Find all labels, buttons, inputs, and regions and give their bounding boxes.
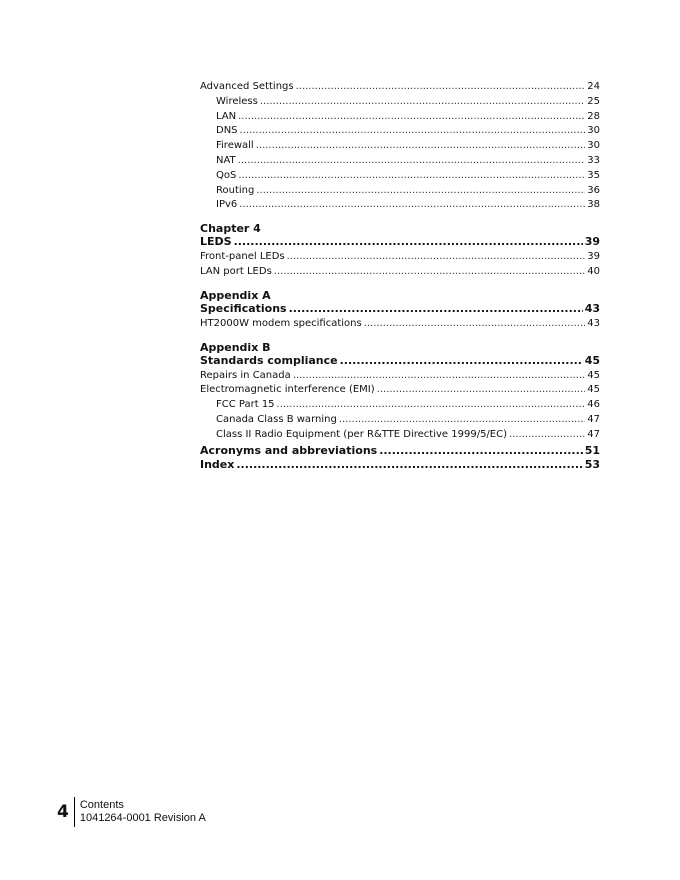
toc-entry-dns[interactable] [200, 124, 600, 139]
dot-leader [289, 302, 583, 315]
toc-appendix-standards-compliance[interactable] [200, 354, 600, 367]
dot-leader [364, 317, 586, 332]
page-footer [57, 797, 206, 827]
toc-entry-page: 33 [587, 154, 600, 166]
dot-leader [379, 444, 582, 457]
toc-entry-nat[interactable] [200, 154, 600, 169]
toc-entry-title: HT2000W modem specifications [200, 317, 362, 329]
toc-entry-page: 45 [587, 384, 600, 396]
toc-entry-class-ii-radio[interactable] [200, 428, 600, 443]
toc-entry-routing[interactable] [200, 184, 600, 199]
dot-leader [256, 139, 586, 154]
toc-index[interactable] [200, 458, 600, 471]
appendix-label: Appendix A [200, 288, 271, 302]
toc-entry-title: Routing [216, 184, 255, 196]
toc-entry-title: Canada Class B warning [216, 413, 337, 425]
toc-entry-qos[interactable] [200, 169, 600, 184]
toc-entry-firewall[interactable] [200, 139, 600, 154]
toc-entry-page: 46 [587, 399, 600, 411]
dot-leader [260, 95, 585, 110]
dot-leader [277, 398, 586, 413]
toc-entry-page: 47 [587, 413, 600, 425]
toc-entry-title: Electromagnetic interference (EMI) [200, 384, 375, 396]
toc-entry-ipv6[interactable] [200, 198, 600, 213]
toc-chapter-leds[interactable] [200, 235, 600, 248]
toc-entry-wireless[interactable] [200, 95, 600, 110]
dot-leader [240, 124, 586, 139]
dot-leader [239, 198, 585, 213]
dot-leader [238, 110, 585, 125]
toc-entry-title: LAN port LEDs [200, 265, 272, 277]
toc-entry-modem-specifications[interactable] [200, 317, 600, 332]
dot-leader [293, 369, 586, 384]
toc-chapter-page: 45 [584, 353, 600, 367]
dot-leader [509, 428, 585, 443]
toc-entry-title: IPv6 [216, 199, 238, 211]
toc-entry-page: 36 [587, 184, 600, 196]
footer-text [80, 797, 206, 825]
table-of-contents [200, 80, 600, 471]
toc-entry-page: 25 [587, 95, 600, 107]
chapter-label: Chapter 4 [200, 222, 261, 236]
toc-entry-page: 38 [587, 199, 600, 211]
toc-acronyms[interactable] [200, 444, 600, 457]
toc-chapter-title: Index [200, 457, 235, 471]
toc-entry-page: 43 [587, 317, 600, 329]
dot-leader [234, 235, 583, 248]
toc-chapter-title: Acronyms and abbreviations [200, 443, 378, 457]
toc-entry-title: Wireless [216, 95, 258, 107]
footer-divider [74, 797, 75, 827]
toc-entry-title: LAN [216, 110, 237, 122]
page-number: 4 [57, 802, 69, 822]
dot-leader [377, 383, 586, 398]
toc-entry-title: Advanced Settings [200, 81, 294, 92]
toc-chapter-page: 43 [584, 301, 600, 315]
toc-entry-page: 40 [587, 265, 600, 277]
toc-entry-page: 35 [587, 169, 600, 181]
toc-entry-repairs-in-canada[interactable] [200, 369, 600, 384]
toc-entry-page: 39 [587, 251, 600, 263]
toc-entry-page: 30 [587, 140, 600, 152]
toc-entry-title: Front-panel LEDs [200, 251, 285, 263]
toc-entry-lan[interactable] [200, 110, 600, 125]
toc-appendix-specifications[interactable] [200, 302, 600, 315]
toc-entry-emi[interactable] [200, 383, 600, 398]
footer-doc-id: 1041264-0001 Revision A [79, 812, 206, 824]
dot-leader [238, 169, 585, 184]
toc-entry-title: Firewall [216, 140, 254, 152]
toc-entry-title: NAT [216, 154, 236, 166]
dot-leader [238, 154, 586, 169]
dot-leader [274, 265, 585, 280]
dot-leader [296, 80, 586, 95]
toc-entry-page: 45 [587, 369, 600, 381]
toc-entry-fcc-part-15[interactable] [200, 398, 600, 413]
toc-entry-lan-port-leds[interactable] [200, 265, 600, 280]
toc-entry-page: 24 [587, 81, 600, 92]
toc-entry-page: 28 [587, 110, 600, 122]
toc-chapter-page: 53 [584, 457, 600, 471]
dot-leader [256, 184, 585, 199]
toc-chapter-title: Specifications [200, 301, 287, 315]
toc-entry-title: Class II Radio Equipment (per R&TTE Directive 1999/5/EC) [216, 428, 508, 440]
toc-chapter-title: Standards compliance [200, 353, 338, 367]
toc-entry-page: 30 [587, 125, 600, 137]
toc-entry-title: FCC Part 15 [216, 399, 275, 411]
appendix-label: Appendix B [200, 340, 271, 354]
toc-entry-front-panel-leds[interactable] [200, 250, 600, 265]
toc-entry-advanced-settings[interactable] [200, 80, 600, 95]
dot-leader [339, 413, 585, 428]
toc-entry-page: 47 [587, 428, 600, 440]
toc-entry-canada-class-b[interactable] [200, 413, 600, 428]
toc-chapter-page: 51 [584, 443, 600, 457]
dot-leader [340, 354, 583, 367]
dot-leader [287, 250, 586, 265]
toc-entry-title: DNS [216, 125, 238, 137]
footer-section: Contents [79, 799, 124, 811]
toc-entry-title: QoS [216, 169, 237, 181]
toc-entry-title: Repairs in Canada [200, 369, 291, 381]
dot-leader [236, 458, 582, 471]
toc-chapter-title: LEDS [200, 235, 232, 249]
toc-chapter-page: 39 [584, 235, 600, 249]
